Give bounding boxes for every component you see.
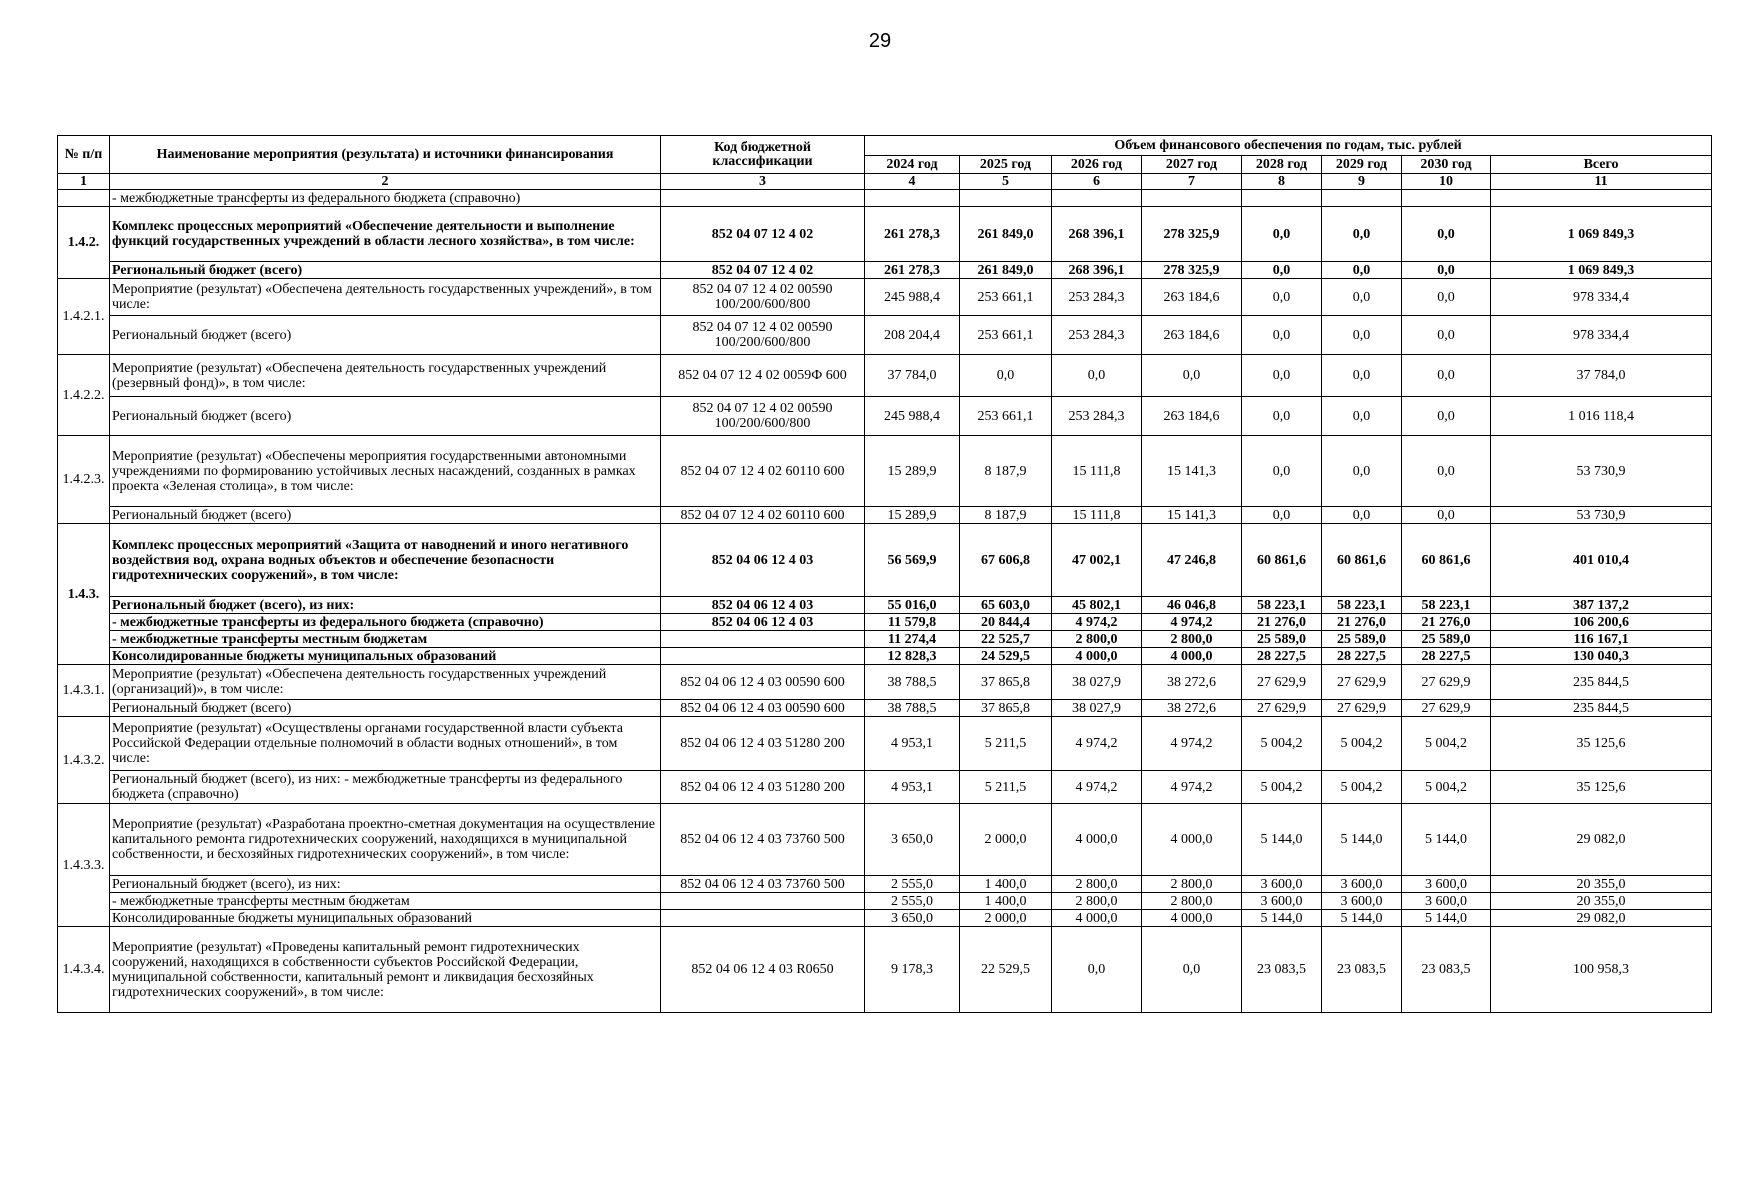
table-row xyxy=(58,631,1712,648)
row-year-value: 3 600,0 xyxy=(1322,893,1402,910)
row-year-value: 38 027,9 xyxy=(1052,700,1142,717)
row-year-value xyxy=(1322,190,1402,207)
table-row xyxy=(58,804,1712,876)
row-year-value xyxy=(1402,190,1491,207)
table-row xyxy=(58,279,1712,316)
row-total-value: 106 200,6 xyxy=(1491,614,1712,631)
column-index: 10 xyxy=(1402,174,1491,190)
row-number: 1.4.3.2. xyxy=(58,717,110,804)
row-year-value: 4 000,0 xyxy=(1142,804,1242,876)
row-year-value: 263 184,6 xyxy=(1142,397,1242,436)
row-year-value: 3 600,0 xyxy=(1322,876,1402,893)
row-year-value: 38 788,5 xyxy=(865,700,960,717)
row-year-value: 5 004,2 xyxy=(1322,771,1402,804)
row-year-value: 15 141,3 xyxy=(1142,507,1242,524)
row-year-value: 4 974,2 xyxy=(1142,717,1242,771)
row-budget-code: 852 04 06 12 4 03 R0650 xyxy=(661,927,865,1013)
row-year-value: 4 974,2 xyxy=(1052,717,1142,771)
row-year-value: 261 278,3 xyxy=(865,207,960,262)
row-total-value: 53 730,9 xyxy=(1491,507,1712,524)
row-year-value: 58 223,1 xyxy=(1242,597,1322,614)
row-year-value: 0,0 xyxy=(1322,507,1402,524)
row-year-value: 2 800,0 xyxy=(1142,876,1242,893)
row-name: Мероприятие (результат) «Разработана проектно-сметная документация на осуществление капитального ремонта гидротехнических сооружений, находящихся в муниципальной собственности, и бесхозяйных гидротехнических сооружений», в том числе: xyxy=(110,804,661,876)
row-year-value xyxy=(1052,190,1142,207)
row-budget-code: 852 04 06 12 4 03 51280 200 xyxy=(661,717,865,771)
row-year-value: 0,0 xyxy=(1142,355,1242,397)
row-year-value: 0,0 xyxy=(1142,927,1242,1013)
row-total-value: 978 334,4 xyxy=(1491,279,1712,316)
row-budget-code: 852 04 07 12 4 02 60110 600 xyxy=(661,507,865,524)
row-budget-code: 852 04 07 12 4 02 00590 100/200/600/800 xyxy=(661,316,865,355)
row-budget-code xyxy=(661,648,865,665)
row-year-value: 21 276,0 xyxy=(1402,614,1491,631)
row-total-value: 1 069 849,3 xyxy=(1491,262,1712,279)
row-year-value: 4 000,0 xyxy=(1142,648,1242,665)
header-num: № п/п xyxy=(58,136,110,174)
row-year-value: 21 276,0 xyxy=(1242,614,1322,631)
row-year-value: 0,0 xyxy=(1322,316,1402,355)
row-year-value: 38 027,9 xyxy=(1052,665,1142,700)
row-total-value: 401 010,4 xyxy=(1491,524,1712,597)
row-year-value: 11 579,8 xyxy=(865,614,960,631)
row-year-value: 261 849,0 xyxy=(960,207,1052,262)
row-total-value: 37 784,0 xyxy=(1491,355,1712,397)
row-year-value: 22 525,7 xyxy=(960,631,1052,648)
table-row xyxy=(58,207,1712,262)
column-index: 7 xyxy=(1142,174,1242,190)
row-year-value: 245 988,4 xyxy=(865,397,960,436)
row-year-value: 5 144,0 xyxy=(1242,910,1322,927)
row-year-value: 5 004,2 xyxy=(1242,771,1322,804)
row-year-value: 2 800,0 xyxy=(1052,893,1142,910)
table-row xyxy=(58,436,1712,507)
row-year-value: 3 600,0 xyxy=(1402,876,1491,893)
column-index: 11 xyxy=(1491,174,1712,190)
row-year-value: 20 844,4 xyxy=(960,614,1052,631)
table-row xyxy=(58,876,1712,893)
row-year-value: 1 400,0 xyxy=(960,876,1052,893)
table-row xyxy=(58,524,1712,597)
row-year-value: 0,0 xyxy=(1242,207,1322,262)
row-year-value xyxy=(865,190,960,207)
row-name: - межбюджетные трансферты местным бюджетам xyxy=(110,631,661,648)
row-year-value: 253 661,1 xyxy=(960,316,1052,355)
row-year-value: 60 861,6 xyxy=(1242,524,1322,597)
row-year-value: 5 211,5 xyxy=(960,771,1052,804)
row-year-value: 9 178,3 xyxy=(865,927,960,1013)
row-year-value: 38 788,5 xyxy=(865,665,960,700)
row-name: Региональный бюджет (всего) xyxy=(110,700,661,717)
row-total-value: 29 082,0 xyxy=(1491,804,1712,876)
table-row xyxy=(58,665,1712,700)
row-budget-code: 852 04 06 12 4 03 51280 200 xyxy=(661,771,865,804)
row-year-value: 268 396,1 xyxy=(1052,207,1142,262)
row-year-value: 0,0 xyxy=(1242,262,1322,279)
row-year-value: 23 083,5 xyxy=(1402,927,1491,1013)
row-budget-code xyxy=(661,631,865,648)
row-year-value: 5 211,5 xyxy=(960,717,1052,771)
table-row xyxy=(58,507,1712,524)
header-volume: Объем финансового обеспечения по годам, тыс. рублей xyxy=(865,136,1712,156)
row-year-value: 0,0 xyxy=(1322,207,1402,262)
row-name: Мероприятие (результат) «Обеспечена деятельность государственных учреждений (резервный фонд)», в том числе: xyxy=(110,355,661,397)
header-year: 2027 год xyxy=(1142,156,1242,174)
table-row xyxy=(58,927,1712,1013)
row-year-value: 15 141,3 xyxy=(1142,436,1242,507)
row-year-value: 2 555,0 xyxy=(865,893,960,910)
row-year-value: 27 629,9 xyxy=(1402,665,1491,700)
row-year-value: 0,0 xyxy=(1402,262,1491,279)
row-year-value: 25 589,0 xyxy=(1242,631,1322,648)
table-row xyxy=(58,397,1712,436)
row-year-value: 58 223,1 xyxy=(1402,597,1491,614)
row-year-value xyxy=(960,190,1052,207)
row-year-value: 5 144,0 xyxy=(1402,804,1491,876)
row-year-value: 4 000,0 xyxy=(1052,910,1142,927)
row-year-value: 2 800,0 xyxy=(1052,631,1142,648)
row-year-value: 60 861,6 xyxy=(1402,524,1491,597)
row-name: - межбюджетные трансферты из федерального бюджета (справочно) xyxy=(110,190,661,207)
table-row xyxy=(58,262,1712,279)
header-year: 2026 год xyxy=(1052,156,1142,174)
row-name: Мероприятие (результат) «Обеспечены мероприятия государственными автономными учреждениями по формированию устойчивых лесных насаждений, созданных в рамках проекта «Зеленая столица», в том числе: xyxy=(110,436,661,507)
row-total-value: 116 167,1 xyxy=(1491,631,1712,648)
row-year-value: 27 629,9 xyxy=(1242,700,1322,717)
row-name: Мероприятие (результат) «Обеспечена деятельность государственных учреждений (организаций)», в том числе: xyxy=(110,665,661,700)
row-year-value: 2 800,0 xyxy=(1142,893,1242,910)
header-year: 2030 год xyxy=(1402,156,1491,174)
table-row xyxy=(58,910,1712,927)
row-year-value: 0,0 xyxy=(1402,207,1491,262)
row-year-value: 21 276,0 xyxy=(1322,614,1402,631)
row-number: 1.4.3.1. xyxy=(58,665,110,717)
row-year-value: 263 184,6 xyxy=(1142,279,1242,316)
row-budget-code: 852 04 07 12 4 02 00590 100/200/600/800 xyxy=(661,279,865,316)
header-year: 2025 год xyxy=(960,156,1052,174)
row-name: - межбюджетные трансферты из федерального бюджета (справочно) xyxy=(110,614,661,631)
table-row xyxy=(58,597,1712,614)
row-year-value: 0,0 xyxy=(1322,436,1402,507)
row-year-value: 5 004,2 xyxy=(1402,771,1491,804)
row-total-value: 235 844,5 xyxy=(1491,665,1712,700)
row-year-value: 0,0 xyxy=(1242,507,1322,524)
row-year-value: 28 227,5 xyxy=(1322,648,1402,665)
row-year-value: 245 988,4 xyxy=(865,279,960,316)
row-year-value: 47 246,8 xyxy=(1142,524,1242,597)
table-row xyxy=(58,355,1712,397)
row-total-value: 387 137,2 xyxy=(1491,597,1712,614)
row-name: Региональный бюджет (всего) xyxy=(110,507,661,524)
column-index: 5 xyxy=(960,174,1052,190)
row-year-value: 0,0 xyxy=(1402,279,1491,316)
row-total-value: 20 355,0 xyxy=(1491,876,1712,893)
row-year-value: 2 800,0 xyxy=(1052,876,1142,893)
row-year-value: 37 865,8 xyxy=(960,700,1052,717)
table-body xyxy=(58,190,1712,1013)
header-year: 2029 год xyxy=(1322,156,1402,174)
row-budget-code: 852 04 06 12 4 03 00590 600 xyxy=(661,700,865,717)
row-year-value: 0,0 xyxy=(1052,355,1142,397)
row-year-value: 3 600,0 xyxy=(1242,876,1322,893)
row-year-value: 8 187,9 xyxy=(960,436,1052,507)
row-number: 1.4.2.1. xyxy=(58,279,110,355)
row-year-value: 60 861,6 xyxy=(1322,524,1402,597)
row-year-value: 24 529,5 xyxy=(960,648,1052,665)
row-total-value: 35 125,6 xyxy=(1491,717,1712,771)
row-year-value: 0,0 xyxy=(1242,355,1322,397)
row-year-value: 0,0 xyxy=(1242,279,1322,316)
row-year-value: 2 000,0 xyxy=(960,804,1052,876)
row-year-value: 0,0 xyxy=(1322,355,1402,397)
row-name: Мероприятие (результат) «Проведены капитальный ремонт гидротехнических сооружений, находящихся в собственности субъектов Российской Федерации, муниципальной собственности, капитальный ремонт и ликвидация бесхозяйных гидротехнических сооружений», в том числе: xyxy=(110,927,661,1013)
row-year-value: 46 046,8 xyxy=(1142,597,1242,614)
row-year-value: 5 004,2 xyxy=(1242,717,1322,771)
row-year-value: 4 974,2 xyxy=(1052,771,1142,804)
row-budget-code: 852 04 06 12 4 03 xyxy=(661,524,865,597)
row-year-value: 38 272,6 xyxy=(1142,665,1242,700)
row-year-value: 3 650,0 xyxy=(865,910,960,927)
row-year-value: 58 223,1 xyxy=(1322,597,1402,614)
row-total-value: 29 082,0 xyxy=(1491,910,1712,927)
row-year-value: 27 629,9 xyxy=(1402,700,1491,717)
row-name: Региональный бюджет (всего) xyxy=(110,316,661,355)
row-year-value: 4 953,1 xyxy=(865,717,960,771)
row-year-value: 15 111,8 xyxy=(1052,436,1142,507)
page-number: 29 xyxy=(868,30,892,52)
row-budget-code: 852 04 06 12 4 03 00590 600 xyxy=(661,665,865,700)
row-year-value: 4 000,0 xyxy=(1142,910,1242,927)
row-year-value: 0,0 xyxy=(1052,927,1142,1013)
row-year-value: 261 278,3 xyxy=(865,262,960,279)
row-year-value: 5 144,0 xyxy=(1322,804,1402,876)
row-year-value: 5 004,2 xyxy=(1402,717,1491,771)
row-year-value: 5 144,0 xyxy=(1322,910,1402,927)
row-budget-code xyxy=(661,190,865,207)
row-budget-code: 852 04 06 12 4 03 73760 500 xyxy=(661,876,865,893)
row-year-value: 65 603,0 xyxy=(960,597,1052,614)
row-year-value: 23 083,5 xyxy=(1242,927,1322,1013)
column-index: 3 xyxy=(661,174,865,190)
row-number: 1.4.2. xyxy=(58,207,110,279)
row-year-value: 253 284,3 xyxy=(1052,397,1142,436)
row-year-value: 28 227,5 xyxy=(1402,648,1491,665)
table-row xyxy=(58,717,1712,771)
row-number: 1.4.3.4. xyxy=(58,927,110,1013)
row-budget-code xyxy=(661,910,865,927)
row-budget-code: 852 04 07 12 4 02 xyxy=(661,262,865,279)
row-year-value: 0,0 xyxy=(1402,507,1491,524)
row-year-value: 1 400,0 xyxy=(960,893,1052,910)
row-year-value: 15 111,8 xyxy=(1052,507,1142,524)
column-index: 8 xyxy=(1242,174,1322,190)
row-year-value: 263 184,6 xyxy=(1142,316,1242,355)
row-year-value: 253 661,1 xyxy=(960,397,1052,436)
row-year-value: 2 000,0 xyxy=(960,910,1052,927)
row-total-value: 1 069 849,3 xyxy=(1491,207,1712,262)
column-index: 9 xyxy=(1322,174,1402,190)
row-year-value: 4 974,2 xyxy=(1142,614,1242,631)
row-year-value: 23 083,5 xyxy=(1322,927,1402,1013)
row-name: - межбюджетные трансферты местным бюджетам xyxy=(110,893,661,910)
row-name: Региональный бюджет (всего) xyxy=(110,262,661,279)
row-year-value: 2 800,0 xyxy=(1142,631,1242,648)
row-year-value: 37 784,0 xyxy=(865,355,960,397)
row-name: Региональный бюджет (всего), из них: xyxy=(110,876,661,893)
row-year-value: 4 000,0 xyxy=(1052,804,1142,876)
row-year-value: 8 187,9 xyxy=(960,507,1052,524)
row-year-value: 208 204,4 xyxy=(865,316,960,355)
row-year-value: 0,0 xyxy=(1322,262,1402,279)
row-year-value xyxy=(1142,190,1242,207)
row-year-value: 3 600,0 xyxy=(1242,893,1322,910)
header-year: 2028 год xyxy=(1242,156,1322,174)
row-name: Мероприятие (результат) «Обеспечена деятельность государственных учреждений», в том числе: xyxy=(110,279,661,316)
row-year-value: 268 396,1 xyxy=(1052,262,1142,279)
row-year-value: 278 325,9 xyxy=(1142,262,1242,279)
row-year-value: 5 144,0 xyxy=(1402,910,1491,927)
row-year-value: 5 144,0 xyxy=(1242,804,1322,876)
row-year-value: 0,0 xyxy=(1402,436,1491,507)
row-name: Консолидированные бюджеты муниципальных образований xyxy=(110,910,661,927)
row-year-value: 0,0 xyxy=(1322,279,1402,316)
row-year-value: 25 589,0 xyxy=(1322,631,1402,648)
row-year-value: 3 650,0 xyxy=(865,804,960,876)
row-name: Комплекс процессных мероприятий «Защита от наводнений и иного негативного воздействия вод, охрана водных объектов и обеспечение безопасности гидротехнических сооружений», в том числе: xyxy=(110,524,661,597)
table-row xyxy=(58,771,1712,804)
row-year-value: 45 802,1 xyxy=(1052,597,1142,614)
row-total-value: 1 016 118,4 xyxy=(1491,397,1712,436)
row-budget-code: 852 04 07 12 4 02 60110 600 xyxy=(661,436,865,507)
header-year: 2024 год xyxy=(865,156,960,174)
table-row xyxy=(58,316,1712,355)
row-year-value: 3 600,0 xyxy=(1402,893,1491,910)
row-budget-code: 852 04 07 12 4 02 0059Ф 600 xyxy=(661,355,865,397)
column-index-row xyxy=(58,174,1712,190)
table-row xyxy=(58,893,1712,910)
row-budget-code: 852 04 07 12 4 02 xyxy=(661,207,865,262)
row-name: Региональный бюджет (всего), из них: - межбюджетные трансферты из федерального бюджета (справочно) xyxy=(110,771,661,804)
table-header xyxy=(58,136,1712,190)
row-year-value: 2 555,0 xyxy=(865,876,960,893)
financing-table xyxy=(57,135,1712,1013)
row-year-value: 253 661,1 xyxy=(960,279,1052,316)
row-number: 1.4.2.3. xyxy=(58,436,110,524)
row-number xyxy=(58,190,110,207)
row-year-value: 27 629,9 xyxy=(1322,665,1402,700)
row-year-value: 55 016,0 xyxy=(865,597,960,614)
row-total-value: 53 730,9 xyxy=(1491,436,1712,507)
header-total: Всего xyxy=(1491,156,1712,174)
row-name: Региональный бюджет (всего) xyxy=(110,397,661,436)
row-year-value: 0,0 xyxy=(1242,436,1322,507)
row-year-value: 12 828,3 xyxy=(865,648,960,665)
row-year-value: 28 227,5 xyxy=(1242,648,1322,665)
row-year-value: 0,0 xyxy=(1242,316,1322,355)
column-index: 2 xyxy=(110,174,661,190)
row-total-value: 35 125,6 xyxy=(1491,771,1712,804)
row-year-value xyxy=(1242,190,1322,207)
row-year-value: 4 000,0 xyxy=(1052,648,1142,665)
row-year-value: 261 849,0 xyxy=(960,262,1052,279)
row-year-value: 0,0 xyxy=(1242,397,1322,436)
row-year-value: 0,0 xyxy=(1402,316,1491,355)
row-budget-code: 852 04 06 12 4 03 73760 500 xyxy=(661,804,865,876)
row-year-value: 37 865,8 xyxy=(960,665,1052,700)
row-year-value: 15 289,9 xyxy=(865,436,960,507)
row-year-value: 4 974,2 xyxy=(1142,771,1242,804)
row-number: 1.4.2.2. xyxy=(58,355,110,436)
column-index: 4 xyxy=(865,174,960,190)
row-name: Мероприятие (результат) «Осуществлены органами государственной власти субъекта Российской Федерации отдельные полномочий в области водных отношений», в том числе: xyxy=(110,717,661,771)
row-total-value: 235 844,5 xyxy=(1491,700,1712,717)
row-year-value: 4 953,1 xyxy=(865,771,960,804)
row-year-value: 253 284,3 xyxy=(1052,279,1142,316)
row-year-value: 47 002,1 xyxy=(1052,524,1142,597)
row-total-value: 20 355,0 xyxy=(1491,893,1712,910)
header-name: Наименование мероприятия (результата) и источники финансирования xyxy=(110,136,661,174)
row-year-value: 38 272,6 xyxy=(1142,700,1242,717)
row-year-value: 15 289,9 xyxy=(865,507,960,524)
row-number: 1.4.3.3. xyxy=(58,804,110,927)
row-name: Комплекс процессных мероприятий «Обеспечение деятельности и выполнение функций государственных учреждений в области лесного хозяйства», в том числе: xyxy=(110,207,661,262)
row-year-value: 278 325,9 xyxy=(1142,207,1242,262)
row-name: Региональный бюджет (всего), из них: xyxy=(110,597,661,614)
row-year-value: 0,0 xyxy=(960,355,1052,397)
row-year-value: 27 629,9 xyxy=(1242,665,1322,700)
row-budget-code xyxy=(661,893,865,910)
table-row xyxy=(58,700,1712,717)
row-total-value: 978 334,4 xyxy=(1491,316,1712,355)
row-year-value: 11 274,4 xyxy=(865,631,960,648)
row-year-value: 0,0 xyxy=(1322,397,1402,436)
row-year-value: 4 974,2 xyxy=(1052,614,1142,631)
column-index: 1 xyxy=(58,174,110,190)
row-year-value: 0,0 xyxy=(1402,397,1491,436)
row-year-value: 0,0 xyxy=(1402,355,1491,397)
row-name: Консолидированные бюджеты муниципальных образований xyxy=(110,648,661,665)
row-total-value: 130 040,3 xyxy=(1491,648,1712,665)
row-budget-code: 852 04 06 12 4 03 xyxy=(661,597,865,614)
row-budget-code: 852 04 06 12 4 03 xyxy=(661,614,865,631)
row-total-value: 100 958,3 xyxy=(1491,927,1712,1013)
header-code: Код бюджетной классификации xyxy=(661,136,865,174)
row-budget-code: 852 04 07 12 4 02 00590 100/200/600/800 xyxy=(661,397,865,436)
row-number: 1.4.3. xyxy=(58,524,110,665)
row-year-value: 253 284,3 xyxy=(1052,316,1142,355)
column-index: 6 xyxy=(1052,174,1142,190)
row-year-value: 22 529,5 xyxy=(960,927,1052,1013)
row-year-value: 67 606,8 xyxy=(960,524,1052,597)
row-year-value: 5 004,2 xyxy=(1322,717,1402,771)
row-year-value: 56 569,9 xyxy=(865,524,960,597)
row-total-value xyxy=(1491,190,1712,207)
table-row xyxy=(58,190,1712,207)
row-year-value: 25 589,0 xyxy=(1402,631,1491,648)
table-row xyxy=(58,648,1712,665)
table-row xyxy=(58,614,1712,631)
row-year-value: 27 629,9 xyxy=(1322,700,1402,717)
